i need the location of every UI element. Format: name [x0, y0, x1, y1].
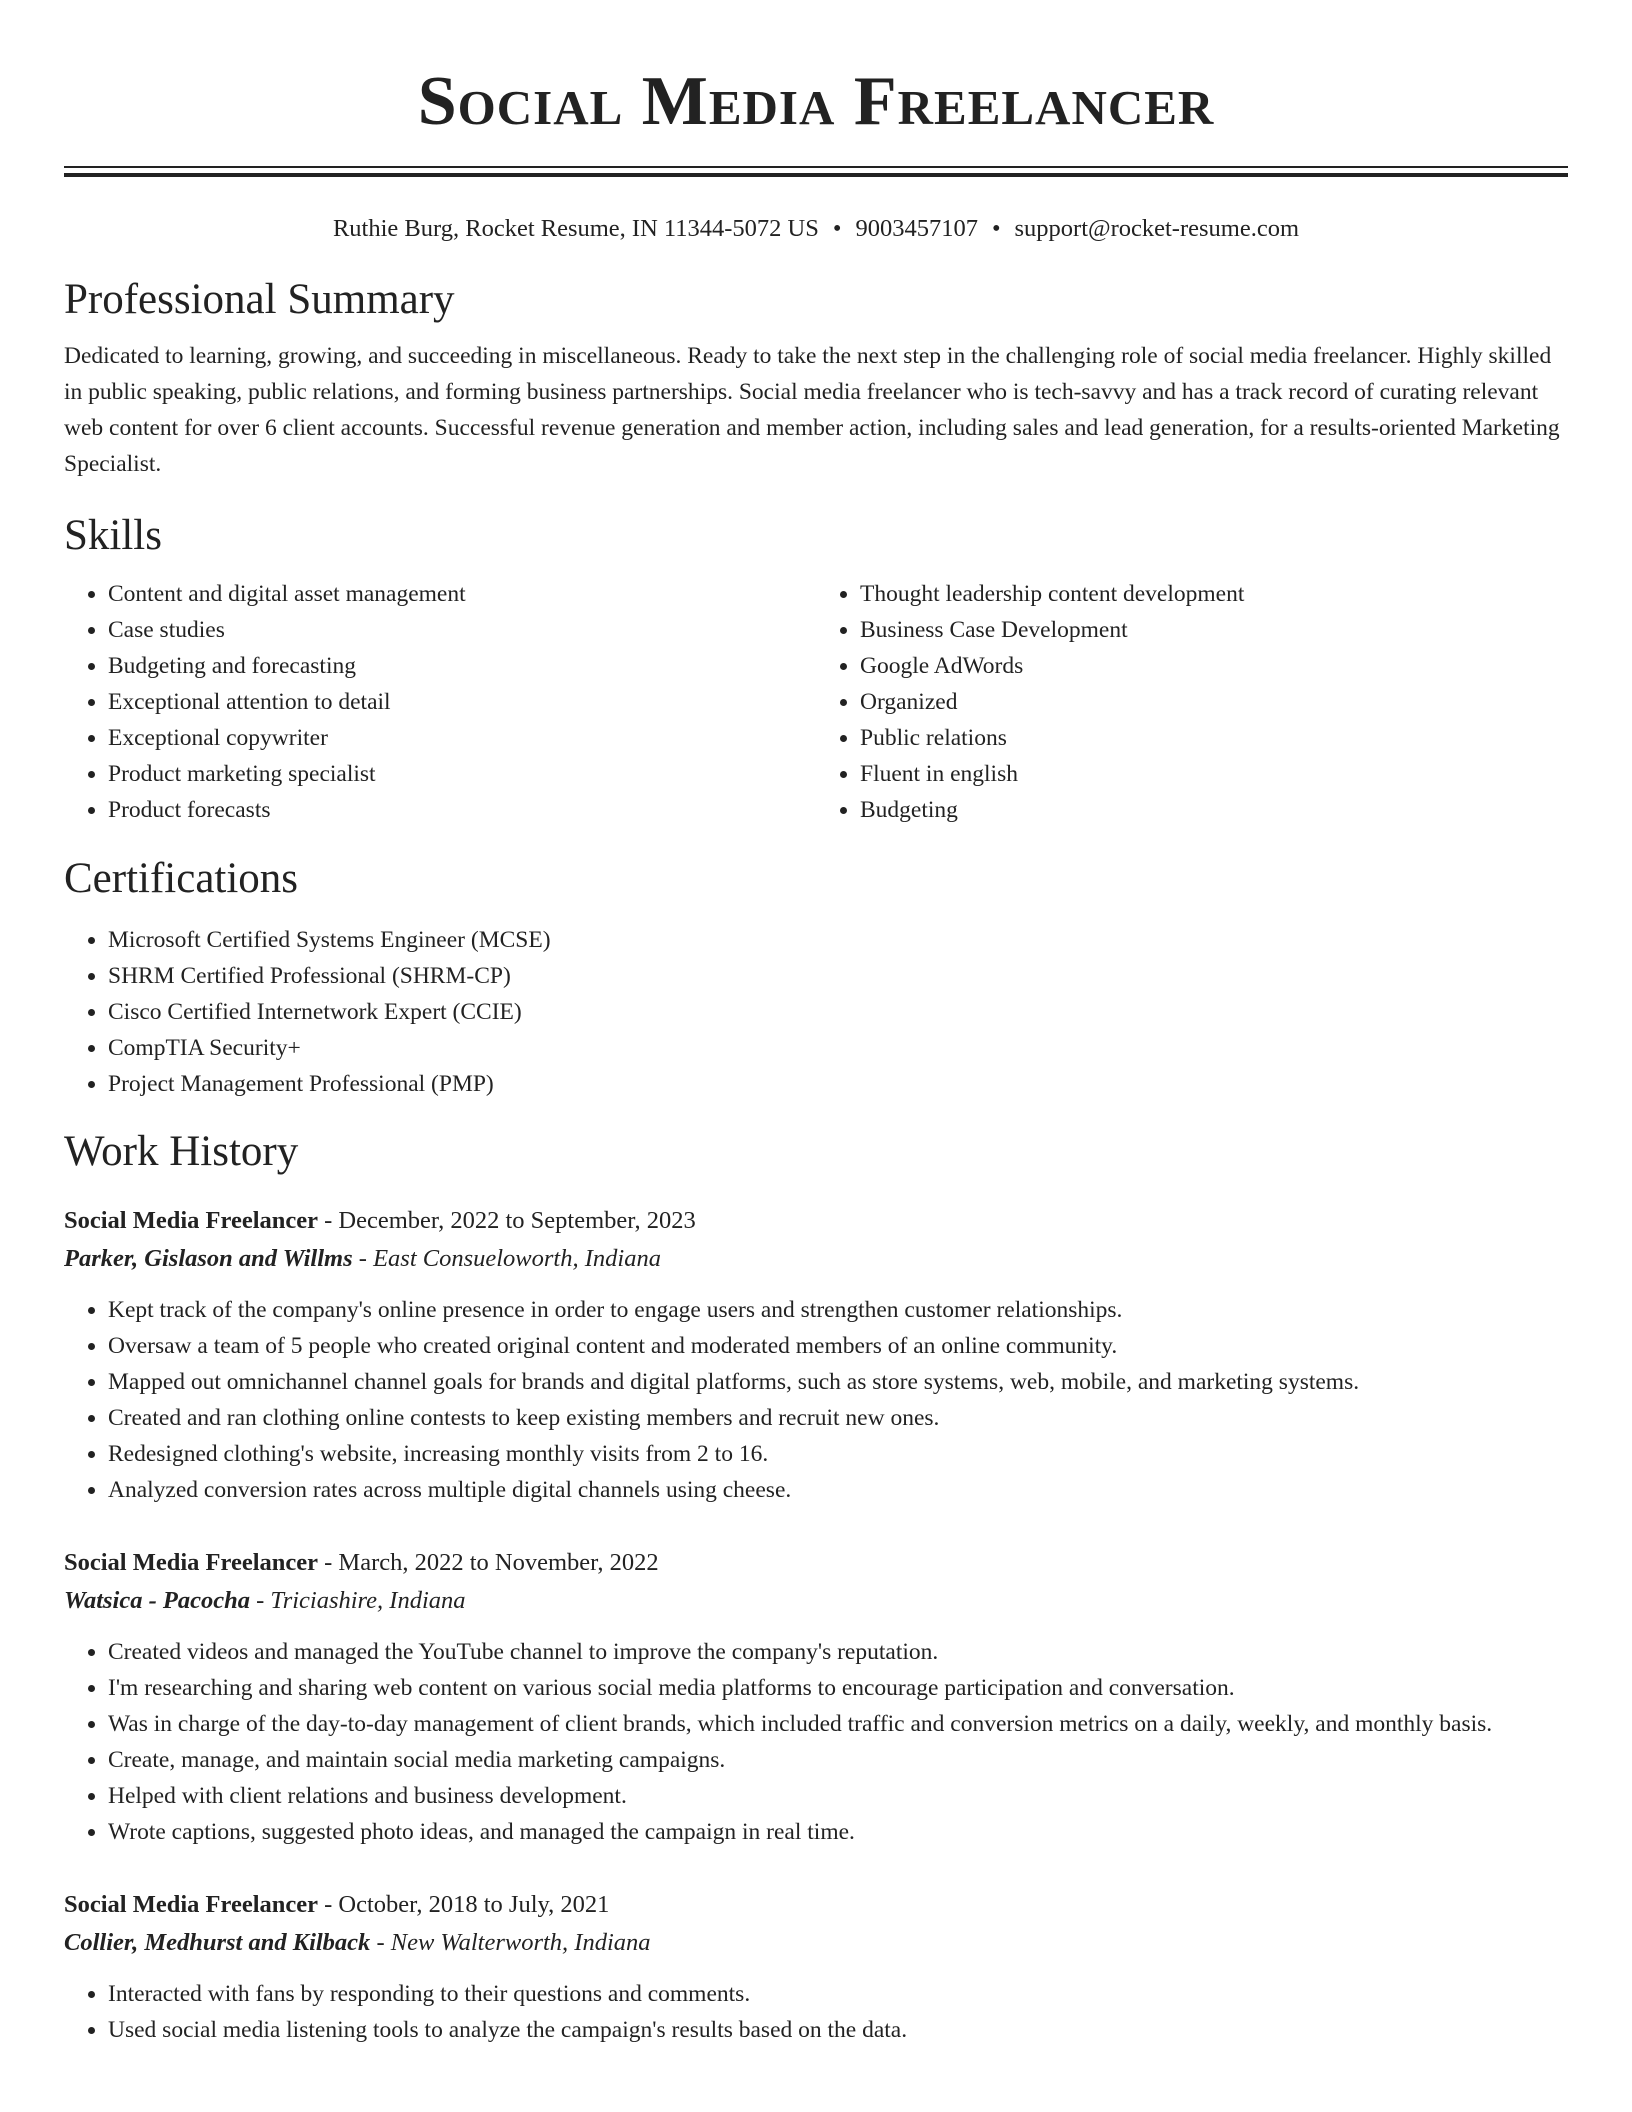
job-bullet: • Created and ran clothing online contests to keep existing members and recruit new ones.: [108, 1400, 1568, 1436]
title-divider: [64, 166, 1568, 177]
skill-item: • Budgeting: [860, 792, 1568, 828]
job-bullet: • Kept track of the company's online presence in order to engage users and strengthen customer relationships.: [108, 1292, 1568, 1328]
certification-item: • Microsoft Certified Systems Engineer (MCSE): [108, 922, 1568, 958]
job-entry: [64, 1544, 1568, 1850]
contact-address: Ruthie Burg, Rocket Resume, IN 11344-5072 US: [332, 215, 819, 242]
job-bullet: • Analyzed conversion rates across multiple digital channels using cheese.: [108, 1472, 1568, 1508]
skill-item: • Product forecasts: [108, 792, 816, 828]
skill-item: • Budgeting and forecasting: [108, 648, 816, 684]
job-dates: March, 2022 to November, 2022: [338, 1549, 659, 1576]
certification-item: • CompTIA Security+: [108, 1030, 1568, 1066]
job-company-line: Parker, Gislason and Willms - East Consueloworth, Indiana: [64, 1245, 661, 1272]
skill-item: • Exceptional copywriter: [108, 720, 816, 756]
job-bullet: • Oversaw a team of 5 people who created original content and moderated members of an online community.: [108, 1328, 1568, 1364]
contact-separator: •: [991, 215, 1001, 242]
certification-item: • Project Management Professional (PMP): [108, 1066, 1568, 1102]
job-entry: [64, 1202, 1568, 1508]
resume-title: Social Media Freelancer: [417, 63, 1215, 140]
skill-item: • Business Case Development: [860, 612, 1568, 648]
job-location: Triciashire, Indiana: [270, 1587, 466, 1614]
job-bullet: • Wrote captions, suggested photo ideas, and managed the campaign in real time.: [108, 1814, 1568, 1850]
job-bullet: • Create, manage, and maintain social media marketing campaigns.: [108, 1742, 1568, 1778]
skills-left-list: [64, 576, 816, 828]
skill-item: • Public relations: [860, 720, 1568, 756]
skill-item: • Product marketing specialist: [108, 756, 816, 792]
job-dates: October, 2018 to July, 2021: [338, 1891, 610, 1918]
certifications-list: [64, 922, 1568, 1102]
job-title: Social Media Freelancer: [64, 1891, 318, 1918]
job-title-line: Social Media Freelancer - October, 2018 to July, 2021: [64, 1891, 610, 1918]
skill-item: • Google AdWords: [860, 648, 1568, 684]
job-bullet: • Redesigned clothing's website, increasing monthly visits from 2 to 16.: [108, 1436, 1568, 1472]
resume-page: [64, 0, 1568, 2048]
summary-text: Dedicated to learning, growing, and succeeding in miscellaneous. Ready to take the next step in the challenging role of social media freelancer. Highly skilled in public speaking, public relations, and forming business partnerships. Social media freelancer who is tech-savvy and has a track record of curating relevant web content for over 6 client accounts. Successful revenue generation and member action, including sales and lead generation, for a results-oriented Marketing Specialist.: [64, 343, 1560, 477]
job-bullet: • Was in charge of the day-to-day management of client brands, which included traffic and conversion metrics on a daily, weekly, and monthly basis.: [108, 1706, 1568, 1742]
skill-item: • Organized: [860, 684, 1568, 720]
job-bullet: • Helped with client relations and business development.: [108, 1778, 1568, 1814]
job-location: East Consueloworth, Indiana: [373, 1245, 661, 1272]
job-company: Collier, Medhurst and Kilback: [64, 1929, 371, 1956]
skill-item: • Exceptional attention to detail: [108, 684, 816, 720]
contact-email: support@rocket-resume.com: [1014, 215, 1300, 242]
contact-separator: •: [832, 215, 842, 242]
skills-right-list: [816, 576, 1568, 828]
job-bullet: • Used social media listening tools to analyze the campaign's results based on the data.: [108, 2012, 1568, 2048]
skill-item: • Fluent in english: [860, 756, 1568, 792]
skills-heading: Skills: [64, 512, 162, 559]
job-bullet: • I'm researching and sharing web content on various social media platforms to encourage participation and conversation.: [108, 1670, 1568, 1706]
contact-line: [64, 213, 1568, 245]
work-history-heading: Work History: [64, 1128, 299, 1175]
certification-item: • SHRM Certified Professional (SHRM-CP): [108, 958, 1568, 994]
contact-phone: 9003457107: [855, 215, 978, 242]
job-entry: [64, 1886, 1568, 2048]
summary-heading: Professional Summary: [64, 276, 455, 323]
job-bullet: • Created videos and managed the YouTube channel to improve the company's reputation.: [108, 1634, 1568, 1670]
job-company: Watsica - Pacocha: [64, 1587, 250, 1614]
job-title-line: Social Media Freelancer - March, 2022 to November, 2022: [64, 1549, 659, 1576]
job-dates: December, 2022 to September, 2023: [338, 1207, 696, 1234]
job-bullets: [64, 1976, 1568, 2048]
skills-columns: [64, 576, 1568, 828]
job-bullet: • Mapped out omnichannel channel goals for brands and digital platforms, such as store systems, web, mobile, and marketing systems.: [108, 1364, 1568, 1400]
certifications-heading: Certifications: [64, 855, 299, 902]
job-bullet: • Interacted with fans by responding to their questions and comments.: [108, 1976, 1568, 2012]
skill-item: • Case studies: [108, 612, 816, 648]
job-location: New Walterworth, Indiana: [390, 1929, 651, 1956]
job-company-line: Collier, Medhurst and Kilback - New Walterworth, Indiana: [64, 1929, 651, 1956]
job-bullets: [64, 1634, 1568, 1850]
job-title: Social Media Freelancer: [64, 1549, 318, 1576]
certification-item: • Cisco Certified Internetwork Expert (CCIE): [108, 994, 1568, 1030]
job-bullets: [64, 1292, 1568, 1508]
skill-item: • Thought leadership content development: [860, 576, 1568, 612]
skill-item: • Content and digital asset management: [108, 576, 816, 612]
job-company-line: Watsica - Pacocha - Triciashire, Indiana: [64, 1587, 466, 1614]
job-title-line: Social Media Freelancer - December, 2022 to September, 2023: [64, 1207, 696, 1234]
job-company: Parker, Gislason and Willms: [64, 1245, 353, 1272]
job-title: Social Media Freelancer: [64, 1207, 318, 1234]
